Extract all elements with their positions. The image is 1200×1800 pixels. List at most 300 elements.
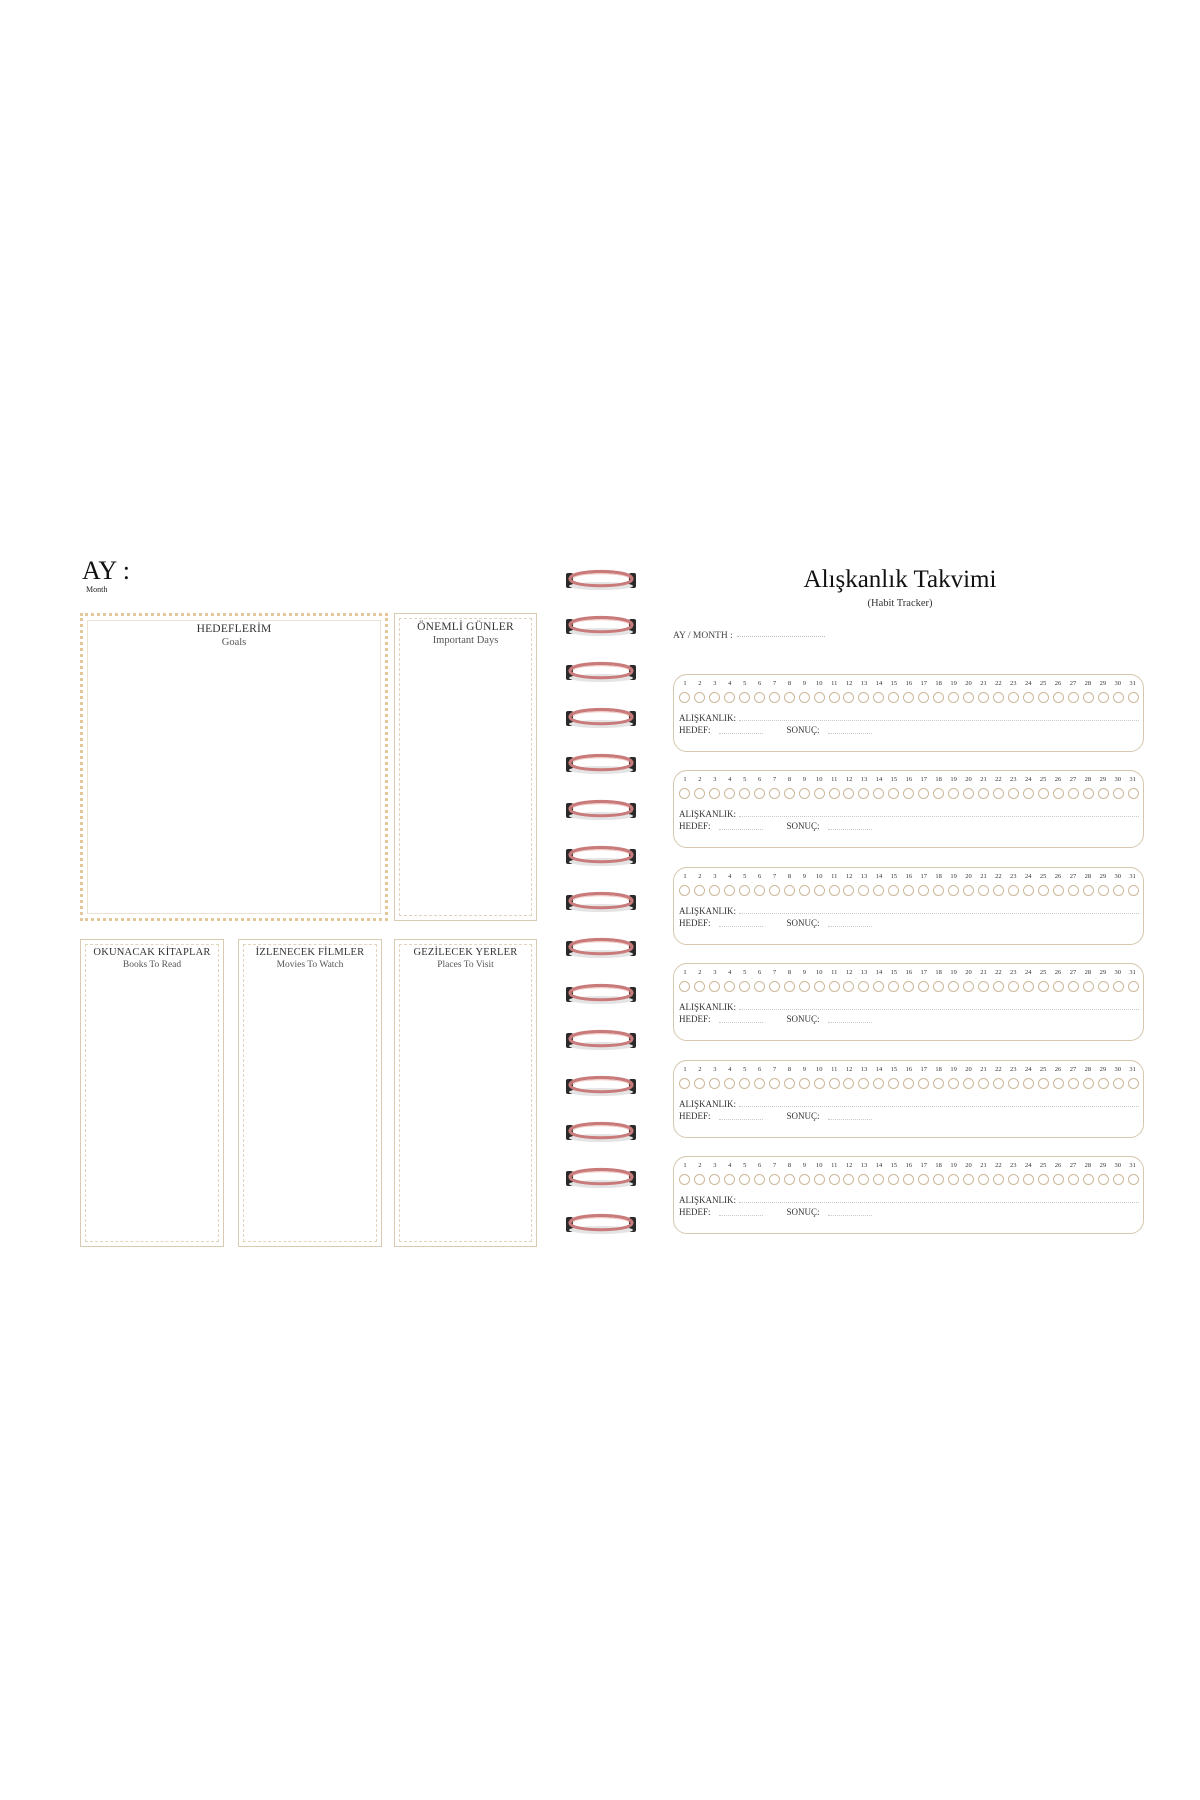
- day-number: 11: [831, 1065, 838, 1073]
- day-number: 1: [683, 1065, 687, 1073]
- day-number: 25: [1039, 776, 1047, 784]
- spiral-ring: [565, 566, 637, 592]
- day-checkbox[interactable]: [843, 1078, 854, 1089]
- day-checkbox[interactable]: [1113, 885, 1124, 896]
- day-checkbox[interactable]: [814, 885, 825, 896]
- movies-box-inner: [243, 944, 377, 1242]
- day-number: 27: [1069, 1162, 1077, 1169]
- day-checkbox[interactable]: [948, 692, 959, 703]
- day-number: 9: [802, 872, 806, 880]
- day-checkbox[interactable]: [948, 885, 959, 896]
- day-checkbox[interactable]: [1068, 788, 1079, 799]
- day-checkbox[interactable]: [769, 1174, 780, 1185]
- day-checkbox[interactable]: [679, 885, 690, 896]
- day-checkbox[interactable]: [918, 788, 929, 799]
- day-checkbox[interactable]: [978, 788, 989, 799]
- day-checkbox[interactable]: [829, 1174, 840, 1185]
- day-number: 29: [1099, 969, 1107, 977]
- day-number: 23: [1010, 776, 1017, 784]
- day-checkbox[interactable]: [963, 885, 974, 896]
- day-checkbox[interactable]: [1008, 885, 1019, 896]
- day-checkbox[interactable]: [1083, 788, 1094, 799]
- goal-line[interactable]: [719, 829, 763, 830]
- day-checkbox[interactable]: [933, 885, 944, 896]
- day-checkbox[interactable]: [739, 885, 750, 896]
- day-checkbox[interactable]: [858, 692, 869, 703]
- spiral-ring-icon: [565, 796, 637, 822]
- day-checkbox[interactable]: [709, 788, 720, 799]
- habit-label: ALIŞKANLIK:: [679, 1002, 736, 1013]
- day-number: 11: [831, 1162, 838, 1169]
- day-checkbox[interactable]: [1038, 692, 1049, 703]
- day-checkbox[interactable]: [1038, 885, 1049, 896]
- day-checkbox[interactable]: [739, 981, 750, 992]
- day-checkbox[interactable]: [694, 981, 705, 992]
- day-number: 7: [772, 1162, 777, 1169]
- month-field[interactable]: [673, 631, 825, 641]
- day-checkbox[interactable]: [694, 788, 705, 799]
- day-checkbox[interactable]: [933, 692, 944, 703]
- day-checkbox[interactable]: [963, 692, 974, 703]
- habit-field[interactable]: [679, 711, 1139, 723]
- day-checkbox[interactable]: [858, 1174, 869, 1185]
- day-checkbox[interactable]: [754, 692, 765, 703]
- day-checkbox[interactable]: [843, 981, 854, 992]
- day-checkbox[interactable]: [873, 1174, 884, 1185]
- day-checkbox[interactable]: [1068, 1174, 1079, 1185]
- day-checkbox[interactable]: [948, 1078, 959, 1089]
- goal-result-row: [679, 1207, 1139, 1219]
- day-checkbox[interactable]: [978, 1174, 989, 1185]
- day-checkbox[interactable]: [1083, 981, 1094, 992]
- day-checkbox[interactable]: [1068, 981, 1079, 992]
- day-checkbox[interactable]: [858, 885, 869, 896]
- day-checkbox[interactable]: [724, 692, 735, 703]
- habit-tracker-card[interactable]: [673, 867, 1144, 945]
- day-checkbox[interactable]: [814, 788, 825, 799]
- day-checkbox[interactable]: [843, 788, 854, 799]
- habit-field[interactable]: [679, 807, 1139, 819]
- day-checkbox[interactable]: [829, 885, 840, 896]
- habit-field[interactable]: [679, 1000, 1139, 1012]
- day-checkbox[interactable]: [1053, 885, 1064, 896]
- day-checkbox[interactable]: [814, 981, 825, 992]
- day-number: 10: [816, 1162, 823, 1169]
- day-checkbox[interactable]: [724, 981, 735, 992]
- spiral-ring: [565, 888, 637, 914]
- day-checkbox[interactable]: [799, 1174, 810, 1185]
- habit-label: ALIŞKANLIK:: [679, 809, 736, 820]
- day-checkbox[interactable]: [948, 788, 959, 799]
- day-checkbox[interactable]: [829, 981, 840, 992]
- spiral-ring-icon: [565, 1210, 637, 1236]
- day-checkbox[interactable]: [709, 1078, 720, 1089]
- day-checkbox[interactable]: [694, 692, 705, 703]
- important-days-box[interactable]: [394, 613, 537, 921]
- day-checkbox[interactable]: [903, 1078, 914, 1089]
- day-number: 2: [698, 969, 702, 977]
- day-checkbox[interactable]: [1008, 692, 1019, 703]
- day-number: 16: [905, 776, 913, 784]
- day-checkbox[interactable]: [694, 1078, 705, 1089]
- day-checkbox[interactable]: [1128, 1078, 1139, 1089]
- day-checkbox[interactable]: [754, 885, 765, 896]
- habit-field[interactable]: [679, 904, 1139, 916]
- day-checkbox[interactable]: [903, 1174, 914, 1185]
- day-checkbox[interactable]: [679, 692, 690, 703]
- day-checkbox[interactable]: [1113, 1174, 1124, 1185]
- day-checkbox[interactable]: [1053, 692, 1064, 703]
- day-number: 1: [683, 969, 687, 977]
- day-checkbox[interactable]: [709, 981, 720, 992]
- day-checkbox[interactable]: [978, 885, 989, 896]
- day-number: 12: [845, 872, 853, 880]
- day-checkbox[interactable]: [1098, 981, 1109, 992]
- day-checkbox[interactable]: [829, 1078, 840, 1089]
- day-checkbox[interactable]: [1008, 788, 1019, 799]
- day-numbers-row: [679, 1066, 1139, 1078]
- day-checkbox[interactable]: [1053, 1174, 1064, 1185]
- day-number: 29: [1099, 1065, 1107, 1073]
- day-checkbox[interactable]: [1008, 981, 1019, 992]
- day-checkbox[interactable]: [769, 1078, 780, 1089]
- day-checkbox[interactable]: [1068, 885, 1079, 896]
- day-checkbox[interactable]: [1098, 788, 1109, 799]
- day-checkbox[interactable]: [769, 788, 780, 799]
- goal-line[interactable]: [719, 1119, 763, 1120]
- day-checkbox[interactable]: [993, 1174, 1004, 1185]
- day-number: 10: [816, 969, 823, 977]
- day-checkbox[interactable]: [754, 1078, 765, 1089]
- day-number: 21: [980, 969, 987, 977]
- day-checkbox[interactable]: [1023, 788, 1034, 799]
- goal-line[interactable]: [719, 733, 763, 734]
- day-checkbox[interactable]: [873, 692, 884, 703]
- day-checkbox[interactable]: [814, 1174, 825, 1185]
- day-checkbox[interactable]: [1008, 1078, 1019, 1089]
- goals-box[interactable]: [80, 613, 388, 921]
- goal-line[interactable]: [719, 926, 763, 927]
- day-numbers-row: [679, 969, 1139, 981]
- important-days-box-inner: [399, 618, 532, 916]
- day-checkbox[interactable]: [1128, 981, 1139, 992]
- day-checkbox[interactable]: [948, 981, 959, 992]
- day-checkbox[interactable]: [948, 1174, 959, 1185]
- habit-tracker-subtitle: (Habit Tracker): [867, 598, 933, 609]
- day-checkbox[interactable]: [799, 692, 810, 703]
- day-checkbox[interactable]: [1098, 1078, 1109, 1089]
- day-checkbox[interactable]: [903, 981, 914, 992]
- day-number: 14: [875, 1065, 883, 1073]
- day-number: 15: [890, 969, 898, 977]
- day-checkbox[interactable]: [829, 788, 840, 799]
- day-number: 30: [1114, 680, 1121, 687]
- day-checkbox[interactable]: [933, 981, 944, 992]
- day-checkbox[interactable]: [1023, 885, 1034, 896]
- day-checkbox[interactable]: [873, 788, 884, 799]
- day-checkbox[interactable]: [1068, 692, 1079, 703]
- day-checkbox[interactable]: [888, 788, 899, 799]
- day-checkbox[interactable]: [933, 788, 944, 799]
- day-checkbox[interactable]: [933, 1174, 944, 1185]
- day-checkbox[interactable]: [1038, 981, 1049, 992]
- day-checkbox[interactable]: [814, 692, 825, 703]
- day-number: 16: [905, 969, 913, 977]
- day-checkbox[interactable]: [963, 788, 974, 799]
- day-checkbox[interactable]: [843, 885, 854, 896]
- result-line[interactable]: [828, 1215, 872, 1216]
- day-number: 20: [965, 1162, 972, 1169]
- day-checkbox[interactable]: [784, 1078, 795, 1089]
- day-checkbox[interactable]: [873, 1078, 884, 1089]
- day-checkbox[interactable]: [888, 981, 899, 992]
- day-checkbox[interactable]: [754, 788, 765, 799]
- result-line[interactable]: [828, 1119, 872, 1120]
- day-checkbox[interactable]: [978, 1078, 989, 1089]
- day-checkbox[interactable]: [993, 1078, 1004, 1089]
- day-checkbox[interactable]: [1083, 885, 1094, 896]
- day-checkbox[interactable]: [814, 1078, 825, 1089]
- day-number: 25: [1039, 1162, 1047, 1169]
- day-checkbox[interactable]: [963, 1078, 974, 1089]
- day-checkbox[interactable]: [724, 1078, 735, 1089]
- books-subtitle: Books To Read: [122, 960, 182, 970]
- day-number: 9: [802, 1065, 806, 1073]
- day-checkbox[interactable]: [1023, 1174, 1034, 1185]
- result-line[interactable]: [828, 926, 872, 927]
- spiral-ring-icon: [565, 566, 637, 592]
- goals-subtitle: Goals: [221, 637, 247, 648]
- day-number: 21: [980, 680, 987, 687]
- day-checkbox[interactable]: [799, 788, 810, 799]
- day-checkbox[interactable]: [888, 1174, 899, 1185]
- day-checkbox[interactable]: [903, 788, 914, 799]
- day-checkbox[interactable]: [1113, 981, 1124, 992]
- day-checkbox[interactable]: [1113, 788, 1124, 799]
- day-checkbox[interactable]: [694, 1174, 705, 1185]
- day-checkbox[interactable]: [1053, 981, 1064, 992]
- day-checkbox[interactable]: [739, 788, 750, 799]
- day-checkbox[interactable]: [843, 1174, 854, 1185]
- day-checkbox[interactable]: [993, 885, 1004, 896]
- day-checkbox[interactable]: [799, 885, 810, 896]
- day-checkbox[interactable]: [858, 788, 869, 799]
- day-checkbox[interactable]: [784, 885, 795, 896]
- day-number: 23: [1010, 969, 1017, 977]
- result-line[interactable]: [828, 1022, 872, 1023]
- places-box-inner: [399, 944, 532, 1242]
- day-checkbox[interactable]: [858, 981, 869, 992]
- day-checkbox[interactable]: [679, 1174, 690, 1185]
- day-number: 25: [1039, 969, 1047, 977]
- day-checkbox[interactable]: [933, 1078, 944, 1089]
- day-checkbox[interactable]: [1098, 885, 1109, 896]
- day-checkbox[interactable]: [1083, 1078, 1094, 1089]
- day-number: 8: [787, 969, 792, 977]
- day-number: 19: [950, 1065, 957, 1073]
- day-checkbox[interactable]: [963, 1174, 974, 1185]
- day-checkbox[interactable]: [888, 1078, 899, 1089]
- day-checkbox[interactable]: [843, 692, 854, 703]
- day-checkbox[interactable]: [1008, 1174, 1019, 1185]
- day-checkbox[interactable]: [918, 981, 929, 992]
- places-box[interactable]: [394, 939, 537, 1247]
- day-checkbox[interactable]: [1068, 1078, 1079, 1089]
- goal-label: HEDEF:: [679, 821, 711, 832]
- day-checkbox[interactable]: [784, 981, 795, 992]
- day-number: 7: [772, 872, 777, 880]
- day-checkbox[interactable]: [739, 1174, 750, 1185]
- day-checkbox[interactable]: [993, 788, 1004, 799]
- day-number: 20: [965, 1065, 972, 1073]
- day-number: 6: [757, 1162, 762, 1169]
- day-checkbox[interactable]: [1038, 1174, 1049, 1185]
- day-checkbox[interactable]: [679, 788, 690, 799]
- result-label: SONUÇ:: [786, 1014, 820, 1025]
- day-checkbox[interactable]: [993, 692, 1004, 703]
- habit-tracker-card[interactable]: [673, 963, 1144, 1041]
- day-number: 22: [995, 776, 1002, 784]
- goal-line[interactable]: [719, 1215, 763, 1216]
- result-line[interactable]: [828, 733, 872, 734]
- day-checkbox[interactable]: [918, 1174, 929, 1185]
- day-checkbox[interactable]: [963, 981, 974, 992]
- result-line[interactable]: [828, 829, 872, 830]
- habit-tracker-card[interactable]: [673, 1156, 1144, 1234]
- day-checkbox[interactable]: [1113, 1078, 1124, 1089]
- day-checkbox[interactable]: [1083, 1174, 1094, 1185]
- day-checkbox[interactable]: [709, 692, 720, 703]
- day-checkbox[interactable]: [1053, 788, 1064, 799]
- important-days-subtitle: Important Days: [432, 635, 499, 646]
- habit-label: ALIŞKANLIK:: [679, 905, 736, 916]
- day-checkbox[interactable]: [1038, 788, 1049, 799]
- day-number: 23: [1010, 872, 1017, 880]
- day-checkbox[interactable]: [1098, 1174, 1109, 1185]
- day-checkbox[interactable]: [1128, 788, 1139, 799]
- day-checkbox[interactable]: [978, 692, 989, 703]
- day-checkbox[interactable]: [873, 885, 884, 896]
- day-checkbox[interactable]: [1053, 1078, 1064, 1089]
- habit-tracker-card[interactable]: [673, 1060, 1144, 1138]
- day-checkbox[interactable]: [888, 692, 899, 703]
- day-number: 9: [802, 1162, 806, 1169]
- day-checkbox[interactable]: [784, 1174, 795, 1185]
- movies-subtitle: Movies To Watch: [276, 960, 344, 970]
- day-checkbox[interactable]: [1023, 1078, 1034, 1089]
- movies-box[interactable]: [238, 939, 382, 1247]
- day-checkbox[interactable]: [888, 885, 899, 896]
- day-checkbox[interactable]: [918, 885, 929, 896]
- day-checkbox[interactable]: [829, 692, 840, 703]
- day-checkbox[interactable]: [1128, 692, 1139, 703]
- day-checkbox[interactable]: [918, 692, 929, 703]
- day-number: 22: [995, 1065, 1002, 1073]
- day-checkbox[interactable]: [993, 981, 1004, 992]
- day-checkbox[interactable]: [1038, 1078, 1049, 1089]
- day-checkbox[interactable]: [679, 1078, 690, 1089]
- day-checkbox[interactable]: [724, 788, 735, 799]
- day-checkbox[interactable]: [978, 981, 989, 992]
- day-checkbox[interactable]: [769, 981, 780, 992]
- day-number: 12: [845, 1162, 853, 1169]
- goal-result-row: [679, 725, 1139, 737]
- day-circles-row: [679, 981, 1139, 995]
- habit-field[interactable]: [679, 1193, 1139, 1205]
- day-number: 10: [816, 680, 823, 687]
- day-number: 2: [698, 872, 702, 880]
- spiral-ring: [565, 704, 637, 730]
- day-checkbox[interactable]: [784, 788, 795, 799]
- day-number: 6: [757, 680, 762, 687]
- day-checkbox[interactable]: [1113, 692, 1124, 703]
- day-checkbox[interactable]: [903, 885, 914, 896]
- day-checkbox[interactable]: [1128, 885, 1139, 896]
- day-checkbox[interactable]: [739, 692, 750, 703]
- day-checkbox[interactable]: [769, 885, 780, 896]
- day-checkbox[interactable]: [754, 981, 765, 992]
- day-checkbox[interactable]: [709, 885, 720, 896]
- day-checkbox[interactable]: [1128, 1174, 1139, 1185]
- day-number: 8: [787, 680, 792, 687]
- day-number: 5: [743, 1162, 747, 1169]
- day-checkbox[interactable]: [873, 981, 884, 992]
- day-number: 21: [980, 776, 987, 784]
- day-checkbox[interactable]: [724, 1174, 735, 1185]
- day-number: 17: [920, 776, 927, 784]
- goal-label: HEDEF:: [679, 1110, 711, 1121]
- day-checkbox[interactable]: [1023, 981, 1034, 992]
- result-label: SONUÇ:: [786, 1207, 820, 1217]
- habit-label: ALIŞKANLIK:: [679, 1098, 736, 1109]
- day-checkbox[interactable]: [754, 1174, 765, 1185]
- day-number: 31: [1129, 680, 1136, 687]
- day-checkbox[interactable]: [903, 692, 914, 703]
- day-number: 23: [1010, 1162, 1017, 1169]
- books-box[interactable]: [80, 939, 224, 1247]
- spiral-ring: [565, 980, 637, 1006]
- day-checkbox[interactable]: [799, 981, 810, 992]
- day-checkbox[interactable]: [694, 885, 705, 896]
- day-checkbox[interactable]: [799, 1078, 810, 1089]
- habit-tracker-card[interactable]: [673, 674, 1144, 752]
- habit-line: [739, 913, 1139, 914]
- day-number: 6: [757, 1065, 762, 1073]
- day-number: 25: [1039, 680, 1047, 687]
- day-number: 18: [935, 872, 942, 880]
- day-checkbox[interactable]: [739, 1078, 750, 1089]
- habit-tracker-card[interactable]: [673, 770, 1144, 848]
- day-checkbox[interactable]: [918, 1078, 929, 1089]
- day-checkbox[interactable]: [858, 1078, 869, 1089]
- day-checkbox[interactable]: [1098, 692, 1109, 703]
- day-number: 26: [1054, 1162, 1062, 1169]
- day-checkbox[interactable]: [784, 692, 795, 703]
- day-checkbox[interactable]: [1083, 692, 1094, 703]
- movies-title: İZLENECEK FİLMLER: [255, 947, 365, 958]
- day-checkbox[interactable]: [679, 981, 690, 992]
- goal-result-row: [679, 918, 1139, 930]
- day-checkbox[interactable]: [709, 1174, 720, 1185]
- day-number: 3: [713, 680, 717, 687]
- day-checkbox[interactable]: [769, 692, 780, 703]
- goal-line[interactable]: [719, 1022, 763, 1023]
- day-checkbox[interactable]: [724, 885, 735, 896]
- day-checkbox[interactable]: [1023, 692, 1034, 703]
- day-number: 3: [713, 969, 717, 977]
- day-number: 6: [757, 872, 762, 880]
- habit-field[interactable]: [679, 1097, 1139, 1109]
